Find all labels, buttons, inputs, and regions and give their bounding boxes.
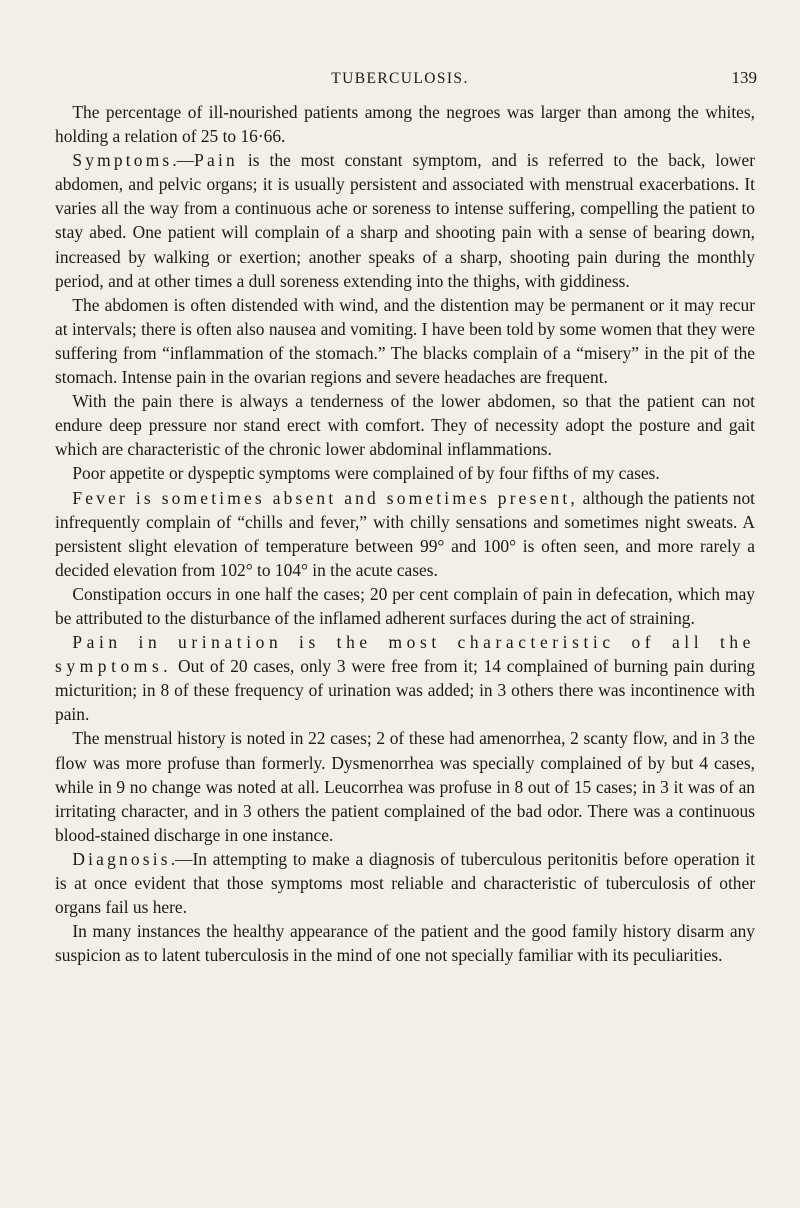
paragraph-symptoms: Symptoms.—Pain is the most constant symptom, and is referred to the back, lower abdomen, and pelvic organs; it is usually persistent and associated with menstrual exacerbations. It varies all the way from a continuous ache or soreness to intense suffering, compelling the patient to stay abed. One patient will complain of a sharp and shooting pain with a sense of bearing down, increased by walking or exertion; another speaks of a sharp, shooting pain during the monthly period, and at other times a dull soreness extending into the thighs, with giddiness.	[55, 150, 755, 291]
paragraph-menstrual	[55, 726, 755, 846]
subheading-pain: Pain	[194, 150, 238, 171]
body-text	[55, 100, 755, 967]
paragraph-abdomen	[55, 293, 755, 389]
paragraph-text: Constipation occurs in one half the cases; 20 per cent complain of pain in defecation, which may be attributed to the disturbance of the inflamed adherent surfaces during the act of straining.	[55, 583, 755, 628]
paragraph-text: although the patients not infrequently complain of “chills and fever,” with chilly sensations and sometimes night sweats. A persistent slight elevation of temperature between 99° and 100° is often seen, and more rarely a decided elevation from 102° to 104° in the acute cases.	[55, 487, 755, 580]
subheading-urination: Pain in urination is the most characteristic of all the symptoms.	[55, 632, 755, 677]
paragraph-ill-nourished	[55, 100, 755, 148]
paragraph-diagnosis	[55, 847, 755, 919]
page-number: 139	[731, 68, 757, 87]
paragraph-urination	[55, 630, 755, 726]
paragraph-text: .—In attempting to make a diagnosis of tuberculous peritonitis before operation it is at once evident that those symptoms most reliable and characteristic of tuberculosis of other organs fail us here.	[55, 848, 755, 918]
paragraph-constipation	[55, 582, 755, 630]
paragraph-text: Poor appetite or dyspeptic symptoms were complained of by four fifths of my cases.	[72, 463, 660, 484]
paragraph-text: In many instances the healthy appearance of the patient and the good family history disarm any suspicion as to latent tuberculosis in the mind of one not specially familiar with its peculiarities.	[55, 921, 755, 966]
paragraph-family-history	[55, 919, 755, 967]
paragraph-text: With the pain there is always a tenderness of the lower abdomen, so that the patient can not endure deep pressure nor stand erect with comfort. They of necessity adopt the posture and gait which are characteristic of the chronic lower abdominal inflammations.	[55, 391, 755, 460]
paragraph-text: The percentage of ill-nourished patients among the negroes was larger than among the whites, holding a relation of 25 to 16·66.	[55, 102, 755, 147]
paragraph-appetite	[55, 461, 755, 485]
section-heading-diagnosis: Diagnosis	[72, 848, 171, 869]
paragraph-text: The menstrual history is noted in 22 cases; 2 of these had amenorrhea, 2 scanty flow, and in 3 the flow was more profuse than formerly. Dysmenorrhea was specially complained of by but 4 cases, while in 9 no change was noted at all. Leucorrhea was profuse in 8 out of 15 cases; in 3 it was of an irritating character, and in 3 others the patient complained of the bad odor. There was a continuous blood-stained discharge in one instance.	[55, 728, 755, 845]
subheading-fever: Fever is sometimes absent and sometimes present,	[72, 487, 578, 508]
paragraph-text: is the most constant symptom, and is referred to the back, lower abdomen, and pelvic organs; it is usually persistent and associated with menstrual exacerbations. It varies all the way from a continuous ache or soreness to intense suffering, compelling the patient to stay abed. One patient will complain of a sharp and shooting pain with a sense of bearing down, increased by walking or exertion; another speaks of a sharp, shooting pain during the monthly period, and at other times a dull soreness extending into the thighs, with giddiness.	[55, 150, 755, 291]
paragraph-text: Out of 20 cases, only 3 were free from it; 14 complained of burning pain during micturition; in 8 of these frequency of urination was added; in 3 others there was incontinence with pain.	[55, 656, 755, 725]
paragraph-fever	[55, 486, 755, 582]
running-title: TUBERCULOSIS.	[331, 70, 469, 87]
paragraph-text: The abdomen is often distended with wind, and the distention may be permanent or it may recur at intervals; there is often also nausea and vomiting. I have been told by some women that they were suffering from “inflammation of the stomach.” The blacks complain of a “misery” in the pit of the stomach. Intense pain in the ovarian regions and severe headaches are frequent.	[55, 294, 755, 388]
paragraph-tenderness	[55, 389, 755, 461]
section-heading-symptoms: Symptoms	[72, 150, 173, 171]
